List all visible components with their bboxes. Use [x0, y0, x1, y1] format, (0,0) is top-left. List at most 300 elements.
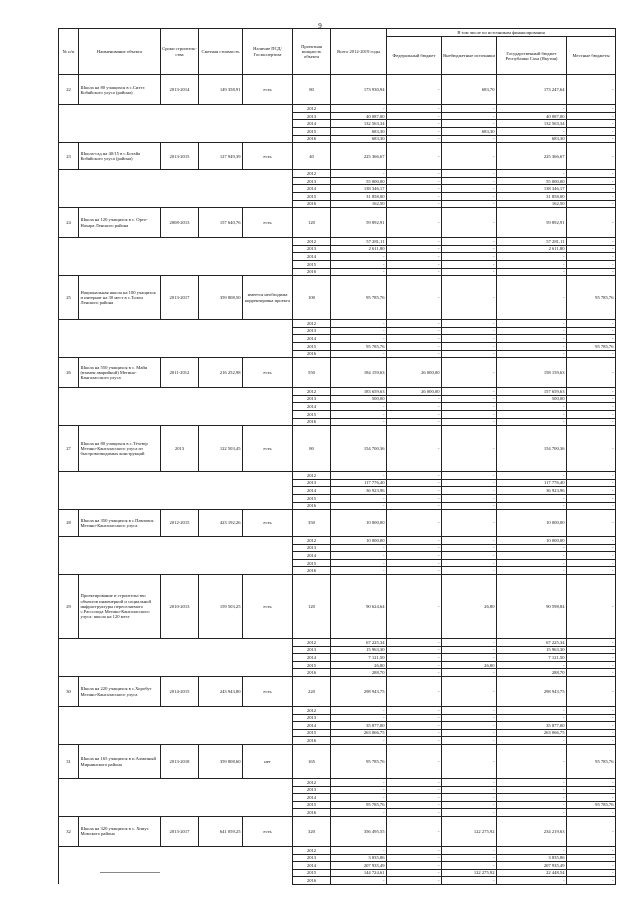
cell-year: 2015: [293, 869, 331, 877]
cell-year-value: -: [497, 786, 567, 794]
cell-year-value: 10 000,00: [497, 537, 567, 545]
cell-year-value: 288,70: [331, 669, 387, 677]
cell-year: 2012: [293, 170, 331, 178]
cell-cost: 216 252,98: [199, 358, 243, 388]
cell-year: 2012: [293, 779, 331, 787]
cell-year-value: -: [567, 494, 616, 502]
cell-year-value: 162,50: [497, 200, 567, 208]
blank-cell: [59, 245, 293, 253]
cell-year-value: -: [442, 669, 497, 677]
cell-year: 2013: [293, 479, 331, 487]
cell-year-value: -: [331, 105, 387, 113]
cell-year-value: 10 000,00: [331, 537, 387, 545]
cell-year-value: -: [567, 403, 616, 411]
cell-local: -: [567, 510, 616, 537]
cell-year-value: -: [442, 200, 497, 208]
cell-year-value: -: [331, 335, 387, 343]
cell-year: 2015: [293, 193, 331, 201]
cell-federal: 26 000,00: [387, 358, 442, 388]
blank-cell: [59, 170, 293, 178]
cell-year-value: -: [442, 261, 497, 269]
blank-cell: [59, 846, 293, 854]
year-row: [59, 135, 616, 143]
cell-year-value: -: [387, 418, 442, 426]
year-row: [59, 846, 616, 854]
cell-year-value: -: [567, 786, 616, 794]
cell-total: 95 785,76: [331, 745, 387, 779]
cell-psd: нет: [243, 745, 293, 779]
col-psd: Наличие ПСД/ Госэкспертиза: [243, 29, 293, 75]
year-row: [59, 177, 616, 185]
table-row: [59, 143, 616, 170]
cell-psd: есть: [243, 358, 293, 388]
year-row: [59, 200, 616, 208]
cell-year-value: -: [442, 779, 497, 787]
cell-year-value: -: [442, 502, 497, 510]
year-row: [59, 350, 616, 358]
blank-cell: [59, 877, 293, 885]
cell-year-value: -: [442, 410, 497, 418]
cell-year-value: 26 000,00: [387, 388, 442, 396]
cell-state: -: [497, 276, 567, 320]
cell-year-value: -: [442, 639, 497, 647]
cell-year-value: -: [331, 268, 387, 276]
cell-year-value: -: [387, 410, 442, 418]
blank-cell: [59, 502, 293, 510]
year-row: [59, 779, 616, 787]
cell-year-value: -: [567, 245, 616, 253]
cell-capacity: 80: [293, 75, 331, 105]
cell-capacity: 40: [293, 143, 331, 170]
cell-year-value: -: [387, 707, 442, 715]
cell-name: Школа на 350 учащихся в с.Павловск Мегино-Кангаласского улуса: [79, 510, 161, 537]
cell-year-value: 22 448,54: [497, 869, 567, 877]
cell-year-value: -: [331, 403, 387, 411]
cell-year: 2015: [293, 128, 331, 136]
year-row: [59, 722, 616, 730]
cell-capacity: 165: [293, 745, 331, 779]
cell-year: 2014: [293, 403, 331, 411]
cell-year-value: 31 858,00: [331, 193, 387, 201]
year-row: [59, 537, 616, 545]
cell-year-value: -: [387, 877, 442, 885]
cell-year-value: -: [442, 722, 497, 730]
cell-year-value: -: [497, 567, 567, 575]
cell-period: 2011-2012: [161, 358, 199, 388]
cell-year-value: 55 000,00: [331, 177, 387, 185]
cell-year: 2014: [293, 253, 331, 261]
cell-year-value: 683,30: [442, 128, 497, 136]
year-row: [59, 854, 616, 862]
cell-year-value: -: [331, 327, 387, 335]
cell-psd: есть: [243, 677, 293, 707]
cell-year-value: 35 877,00: [331, 722, 387, 730]
cell-year-value: 26,80: [331, 661, 387, 669]
col-nonbudget: Внебюджетные источники: [442, 37, 497, 75]
cell-year-value: -: [497, 350, 567, 358]
col-name: Наименование объекта: [79, 29, 161, 75]
cell-no: 25: [59, 276, 79, 320]
cell-year-value: -: [442, 350, 497, 358]
cell-year-value: -: [442, 537, 497, 545]
cell-year-value: -: [442, 268, 497, 276]
cell-year: 2013: [293, 854, 331, 862]
cell-year-value: -: [567, 327, 616, 335]
cell-year-value: -: [387, 729, 442, 737]
cell-year-value: -: [442, 714, 497, 722]
cell-year-value: -: [442, 707, 497, 715]
col-cost: Сметная стоимость: [199, 29, 243, 75]
year-row: [59, 714, 616, 722]
cell-year-value: 57 281,11: [331, 238, 387, 246]
cell-year-value: -: [497, 327, 567, 335]
cell-year-value: 162,50: [331, 200, 387, 208]
cell-year-value: -: [331, 786, 387, 794]
cell-federal: -: [387, 745, 442, 779]
blank-cell: [59, 342, 293, 350]
cell-year-value: -: [567, 268, 616, 276]
cell-year-value: -: [567, 200, 616, 208]
cell-name: Школа на 220 учащихся в с.Хоробут Мегино-Кангаласского улуса: [79, 677, 161, 707]
cell-nonbudget: 683,70: [442, 75, 497, 105]
cell-nonbudget: -: [442, 510, 497, 537]
cell-total: 298 943,75: [331, 677, 387, 707]
cell-year-value: -: [331, 714, 387, 722]
year-row: [59, 185, 616, 193]
cell-year: 2016: [293, 567, 331, 575]
cell-year-value: -: [331, 846, 387, 854]
cell-year-value: -: [497, 714, 567, 722]
year-row: [59, 128, 616, 136]
cell-capacity: 120: [293, 208, 331, 238]
cell-year-value: -: [567, 105, 616, 113]
cell-year-value: -: [387, 395, 442, 403]
cell-year-value: -: [387, 342, 442, 350]
cell-cost: 159 503,25: [199, 575, 243, 639]
cell-year-value: -: [387, 403, 442, 411]
cell-period: 2008-2013: [161, 208, 199, 238]
cell-year-value: -: [331, 410, 387, 418]
table-row: [59, 510, 616, 537]
cell-year: 2013: [293, 714, 331, 722]
cell-year-value: -: [567, 410, 616, 418]
cell-year-value: 31 858,00: [497, 193, 567, 201]
cell-year-value: -: [331, 779, 387, 787]
cell-year-value: -: [387, 105, 442, 113]
blank-cell: [59, 729, 293, 737]
cell-year-value: -: [442, 320, 497, 328]
cell-year-value: -: [497, 253, 567, 261]
cell-nonbudget: -: [442, 677, 497, 707]
cell-year-value: 138 346,17: [331, 185, 387, 193]
cell-year-value: 7 121,50: [331, 654, 387, 662]
cell-local: -: [567, 143, 616, 170]
cell-year-value: -: [442, 729, 497, 737]
cell-capacity: 100: [293, 276, 331, 320]
cell-year: 2015: [293, 342, 331, 350]
blank-cell: [59, 105, 293, 113]
year-row: [59, 342, 616, 350]
cell-year-value: -: [387, 854, 442, 862]
cell-year-value: -: [442, 253, 497, 261]
cell-year-value: -: [442, 801, 497, 809]
cell-psd: есть: [243, 575, 293, 639]
cell-year-value: -: [387, 487, 442, 495]
page-number: 9: [318, 22, 322, 30]
cell-year-value: 132 563,34: [497, 120, 567, 128]
cell-local: -: [567, 426, 616, 472]
cell-year-value: -: [442, 567, 497, 575]
cell-year-value: 67 225,34: [497, 639, 567, 647]
cell-year-value: -: [387, 120, 442, 128]
cell-no: 32: [59, 816, 79, 846]
cell-year-value: -: [387, 261, 442, 269]
blank-cell: [59, 335, 293, 343]
blank-cell: [59, 128, 293, 136]
cell-year-value: -: [442, 786, 497, 794]
cell-year-value: -: [567, 794, 616, 802]
blank-cell: [59, 268, 293, 276]
cell-year: 2016: [293, 809, 331, 817]
cell-year-value: -: [387, 567, 442, 575]
blank-cell: [59, 869, 293, 877]
blank-cell: [59, 669, 293, 677]
cell-no: 27: [59, 426, 79, 472]
cell-year-value: -: [387, 472, 442, 480]
cell-year: 2014: [293, 862, 331, 870]
cell-year-value: 95 785,76: [331, 801, 387, 809]
cell-state: 59 892,91: [497, 208, 567, 238]
cell-year-value: -: [567, 661, 616, 669]
cell-year-value: -: [387, 193, 442, 201]
cell-no: 31: [59, 745, 79, 779]
year-row: [59, 552, 616, 560]
year-row: [59, 862, 616, 870]
cell-year-value: -: [567, 552, 616, 560]
cell-year: 2013: [293, 786, 331, 794]
cell-year: 2012: [293, 388, 331, 396]
blank-cell: [59, 120, 293, 128]
cell-year-value: -: [497, 128, 567, 136]
cell-year-value: 2 611,80: [331, 245, 387, 253]
year-row: [59, 479, 616, 487]
cell-year: 2012: [293, 320, 331, 328]
cell-local: 95 785,76: [567, 276, 616, 320]
cell-year-value: -: [442, 403, 497, 411]
cell-year-value: -: [331, 559, 387, 567]
cell-name: Школа-сад на 40/15 в с.Ботайа Кобяйского улуса (района): [79, 143, 161, 170]
cell-year-value: -: [387, 559, 442, 567]
cell-year-value: -: [387, 669, 442, 677]
cell-period: 2013-2014: [161, 75, 199, 105]
table-row: [59, 745, 616, 779]
cell-year-value: 40 087,00: [497, 112, 567, 120]
cell-year: 2013: [293, 245, 331, 253]
cell-year-value: -: [387, 350, 442, 358]
cell-year-value: -: [567, 128, 616, 136]
cell-year-value: 3 835,86: [497, 854, 567, 862]
cell-year-value: 15 963,30: [497, 646, 567, 654]
cell-total: 59 892,91: [331, 208, 387, 238]
cell-capacity: 220: [293, 677, 331, 707]
cell-year-value: 36 923,96: [331, 487, 387, 495]
cell-year-value: -: [442, 105, 497, 113]
cell-year-value: 500,00: [331, 395, 387, 403]
cell-year: 2014: [293, 794, 331, 802]
cell-year: 2013: [293, 112, 331, 120]
cell-year-value: -: [442, 877, 497, 885]
cell-year-value: 3 835,86: [331, 854, 387, 862]
cell-year-value: -: [387, 185, 442, 193]
cell-year-value: 95 785,76: [567, 801, 616, 809]
cell-year: 2014: [293, 185, 331, 193]
cell-year-value: 683,30: [331, 135, 387, 143]
blank-cell: [59, 567, 293, 575]
cell-no: 23: [59, 143, 79, 170]
cell-year-value: -: [387, 552, 442, 560]
cell-year-value: -: [567, 479, 616, 487]
cell-year-value: -: [497, 472, 567, 480]
blank-cell: [59, 177, 293, 185]
cell-year: 2015: [293, 661, 331, 669]
cell-cost: 122 503,45: [199, 426, 243, 472]
cell-local: -: [567, 75, 616, 105]
year-row: [59, 487, 616, 495]
cell-year: 2012: [293, 639, 331, 647]
year-row: [59, 418, 616, 426]
cell-period: 2013: [161, 426, 199, 472]
table-row: [59, 426, 616, 472]
cell-year-value: -: [331, 170, 387, 178]
cell-year-value: -: [442, 185, 497, 193]
blank-cell: [59, 350, 293, 358]
cell-name: Проектирование и строительство объектов инженерной и социальной инфраструктуры переселяемого с.Рассолода Мегино-Кангаласского улуса: школа на 120 мест: [79, 575, 161, 639]
cell-federal: -: [387, 276, 442, 320]
cell-year-value: -: [387, 335, 442, 343]
cell-year-value: -: [567, 320, 616, 328]
cell-year-value: -: [387, 801, 442, 809]
blank-cell: [59, 112, 293, 120]
blank-cell: [59, 193, 293, 201]
cell-year-value: -: [387, 544, 442, 552]
cell-name: Школа на 165 учащихся в п.Алмазный Мирнинского района: [79, 745, 161, 779]
cell-year-value: -: [497, 559, 567, 567]
cell-cost: 157 640,76: [199, 208, 243, 238]
cell-year-value: 683,30: [497, 135, 567, 143]
year-row: [59, 268, 616, 276]
cell-year-value: -: [497, 707, 567, 715]
cell-name: Школа на 80 учащихся в с.Тёхтюр Мегино-Кангаласского улуса из быстровозводимых конструкций: [79, 426, 161, 472]
cell-year-value: -: [387, 245, 442, 253]
cell-year-value: -: [387, 537, 442, 545]
blank-cell: [59, 185, 293, 193]
cell-nonbudget: -: [442, 745, 497, 779]
cell-year-value: -: [387, 722, 442, 730]
blank-cell: [59, 487, 293, 495]
blank-cell: [59, 809, 293, 817]
cell-state: 173 247,64: [497, 75, 567, 105]
cell-year-value: -: [387, 786, 442, 794]
cell-year-value: -: [387, 646, 442, 654]
cell-year-value: -: [442, 654, 497, 662]
cell-year: 2013: [293, 544, 331, 552]
cell-year-value: -: [442, 418, 497, 426]
cell-year-value: -: [387, 661, 442, 669]
cell-year-value: -: [331, 567, 387, 575]
blank-cell: [59, 135, 293, 143]
cell-cost: 127 949,39: [199, 143, 243, 170]
cell-year: 2014: [293, 120, 331, 128]
cell-year: 2014: [293, 654, 331, 662]
table-row: [59, 575, 616, 639]
cell-year-value: -: [567, 707, 616, 715]
year-row: [59, 786, 616, 794]
cell-year: 2015: [293, 801, 331, 809]
cell-year: 2016: [293, 877, 331, 885]
cell-nonbudget: -: [442, 358, 497, 388]
cell-year-value: -: [331, 809, 387, 817]
cell-year-value: 15 963,30: [331, 646, 387, 654]
cell-year-value: -: [497, 418, 567, 426]
cell-local: -: [567, 816, 616, 846]
cell-year: 2016: [293, 418, 331, 426]
cell-year-value: -: [497, 494, 567, 502]
year-row: [59, 261, 616, 269]
year-row: [59, 170, 616, 178]
year-row: [59, 105, 616, 113]
cell-year-value: -: [497, 320, 567, 328]
year-row: [59, 567, 616, 575]
cell-year-value: -: [387, 135, 442, 143]
cell-total: 154 700,36: [331, 426, 387, 472]
cell-year-value: -: [567, 779, 616, 787]
cell-nonbudget: 26,80: [442, 575, 497, 639]
cell-psd: есть: [243, 208, 293, 238]
cell-no: 30: [59, 677, 79, 707]
cell-year-value: -: [567, 846, 616, 854]
cell-year: 2016: [293, 737, 331, 745]
cell-state: 10 000,00: [497, 510, 567, 537]
cell-state: 154 700,36: [497, 426, 567, 472]
year-row: [59, 193, 616, 201]
cell-year-value: -: [442, 809, 497, 817]
cell-year: 2015: [293, 261, 331, 269]
cell-year-value: 40 087,00: [331, 112, 387, 120]
year-row: [59, 502, 616, 510]
cell-year-value: -: [497, 877, 567, 885]
cell-year-value: -: [567, 253, 616, 261]
cell-year: 2013: [293, 327, 331, 335]
cell-year: 2013: [293, 395, 331, 403]
cell-year-value: -: [497, 779, 567, 787]
cell-year: 2015: [293, 494, 331, 502]
cell-year-value: -: [331, 544, 387, 552]
year-row: [59, 112, 616, 120]
cell-capacity: 320: [293, 816, 331, 846]
blank-cell: [59, 403, 293, 411]
cell-year-value: -: [497, 801, 567, 809]
cell-cost: 359 808,60: [199, 745, 243, 779]
cell-name: Школа на 550 учащихся в с. Майя (взамен аварийной) Мегино-Кангаласского улуса: [79, 358, 161, 388]
cell-year: 2016: [293, 268, 331, 276]
cell-year-value: -: [567, 669, 616, 677]
cell-year-value: 683,30: [331, 128, 387, 136]
cell-year: 2015: [293, 559, 331, 567]
cell-year-value: 117 776,40: [497, 479, 567, 487]
financing-table: [58, 28, 616, 885]
cell-year-value: -: [567, 112, 616, 120]
year-row: [59, 559, 616, 567]
